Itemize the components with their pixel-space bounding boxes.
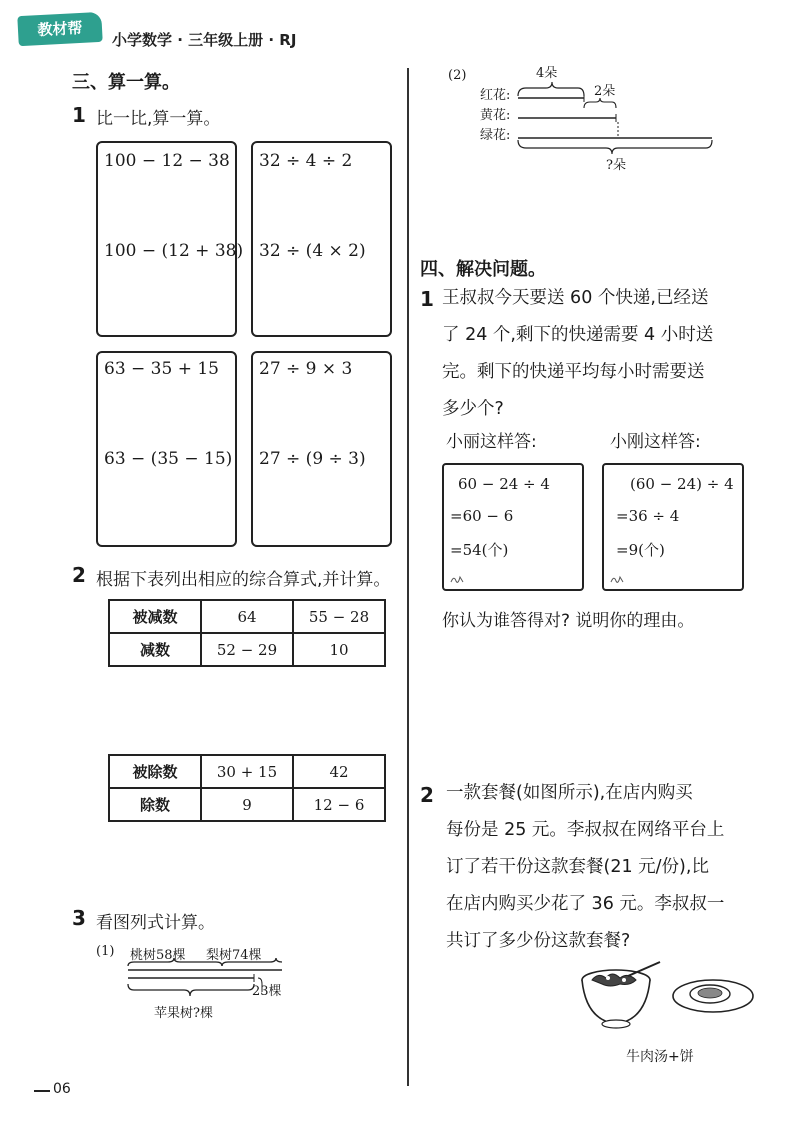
- li-label: 小丽这样答:: [446, 432, 537, 452]
- gang-label: 小刚这样答:: [610, 432, 701, 452]
- text-line: 了 24 个,剩下的快递需要 4 小时送: [442, 325, 714, 345]
- subtraction-table: [108, 599, 386, 667]
- p2-number: 2: [420, 783, 434, 807]
- q1-number: 1: [72, 103, 86, 127]
- beef-soup-and-pancake-illustration: [578, 958, 758, 1038]
- q3-number: 3: [72, 906, 86, 930]
- flower-diagram: [448, 62, 728, 172]
- q2-text: 根据下表列出相应的综合算式,并计算。: [96, 570, 391, 590]
- expr-a: 32 ÷ 4 ÷ 2: [259, 151, 353, 171]
- table-cell: 55 − 28: [293, 600, 385, 633]
- tree-diagram: [96, 940, 396, 1030]
- text-line: 在店内购买少花了 36 元。李叔叔一: [446, 894, 725, 914]
- answer-line: =54(个): [450, 541, 509, 559]
- signature-mark-icon: [610, 573, 624, 585]
- expr-a: 100 − 12 − 38: [104, 151, 230, 171]
- expr-b: 63 − (35 − 15): [104, 449, 233, 469]
- table-cell: 30 + 15: [201, 755, 293, 788]
- table-cell: 被除数: [109, 755, 201, 788]
- page-header-title: 小学数学 · 三年级上册 · RJ: [112, 31, 297, 49]
- p1-question: 你认为谁答得对? 说明你的理由。: [442, 611, 695, 631]
- table-cell: 被减数: [109, 600, 201, 633]
- label-apple: 苹果树?棵: [154, 1006, 213, 1021]
- calc-box-1: [96, 141, 244, 337]
- expr-a: 63 − 35 + 15: [104, 359, 219, 379]
- text-line: 完。剩下的快递平均每小时需要送: [442, 362, 705, 382]
- section-title-calc: 三、算一算。: [72, 72, 180, 93]
- table-cell: 12 − 6: [293, 788, 385, 821]
- figure-label: (1): [96, 944, 115, 959]
- table-cell: 64: [201, 600, 293, 633]
- text-line: 共订了多少份这款套餐?: [446, 931, 631, 951]
- division-table: [108, 754, 386, 822]
- expr-b: 100 − (12 + 38): [104, 241, 244, 261]
- answer-line: 60 − 24 ÷ 4: [458, 475, 550, 493]
- label-difference: 23棵: [252, 984, 282, 999]
- expr-a: 27 ÷ 9 × 3: [259, 359, 353, 379]
- text-line: 每份是 25 元。李叔叔在网络平台上: [446, 820, 725, 840]
- figure-label: (2): [448, 68, 467, 83]
- calc-box-4: [251, 351, 392, 547]
- table-cell: 除数: [109, 788, 201, 821]
- calc-box-2: [251, 141, 392, 337]
- label-pear: 梨树74棵: [206, 948, 262, 963]
- page-marker: [34, 1090, 50, 1092]
- expr-b: 27 ÷ (9 ÷ 3): [259, 449, 366, 469]
- label-four: 4朵: [536, 66, 558, 81]
- label-peach: 桃树58棵: [130, 948, 186, 963]
- p1-text: [442, 280, 772, 428]
- calc-box-3: [96, 351, 237, 547]
- label-green: 绿花:: [480, 128, 511, 143]
- table-cell: 9: [201, 788, 293, 821]
- text-line: 王叔叔今天要送 60 个快递,已经送: [442, 288, 709, 308]
- answer-line: =9(个): [616, 541, 665, 559]
- p2-text: [446, 775, 776, 960]
- expr-b: 32 ÷ (4 × 2): [259, 241, 366, 261]
- q2-number: 2: [72, 563, 86, 587]
- label-question: ?朵: [606, 158, 626, 173]
- answer-line: =60 − 6: [450, 507, 514, 525]
- table-cell: 减数: [109, 633, 201, 666]
- table-cell: 52 − 29: [201, 633, 293, 666]
- label-red: 红花:: [480, 88, 511, 103]
- section-title-problems: 四、解决问题。: [420, 259, 546, 280]
- table-cell: 42: [293, 755, 385, 788]
- text-line: 一款套餐(如图所示),在店内购买: [446, 783, 693, 803]
- signature-mark-icon: [450, 573, 464, 585]
- brand-logo: 教材帮: [17, 12, 102, 46]
- p1-number: 1: [420, 287, 434, 311]
- illustration-caption: 牛肉汤+饼: [626, 1049, 694, 1065]
- text-line: 订了若干份这款套餐(21 元/份),比: [446, 857, 709, 877]
- page-number: 06: [53, 1081, 71, 1097]
- answer-line: (60 − 24) ÷ 4: [630, 475, 734, 493]
- table-cell: 10: [293, 633, 385, 666]
- label-yellow: 黄花:: [480, 108, 511, 123]
- text-line: 多少个?: [442, 399, 504, 419]
- gang-answer-card: [602, 463, 744, 591]
- column-divider: [407, 68, 409, 1086]
- q3-text: 看图列式计算。: [96, 913, 215, 933]
- label-two: 2朵: [594, 84, 616, 99]
- li-answer-card: [442, 463, 584, 591]
- q1-text: 比一比,算一算。: [96, 109, 221, 129]
- answer-line: =36 ÷ 4: [616, 507, 680, 525]
- flower-bars-graphic: [516, 74, 726, 154]
